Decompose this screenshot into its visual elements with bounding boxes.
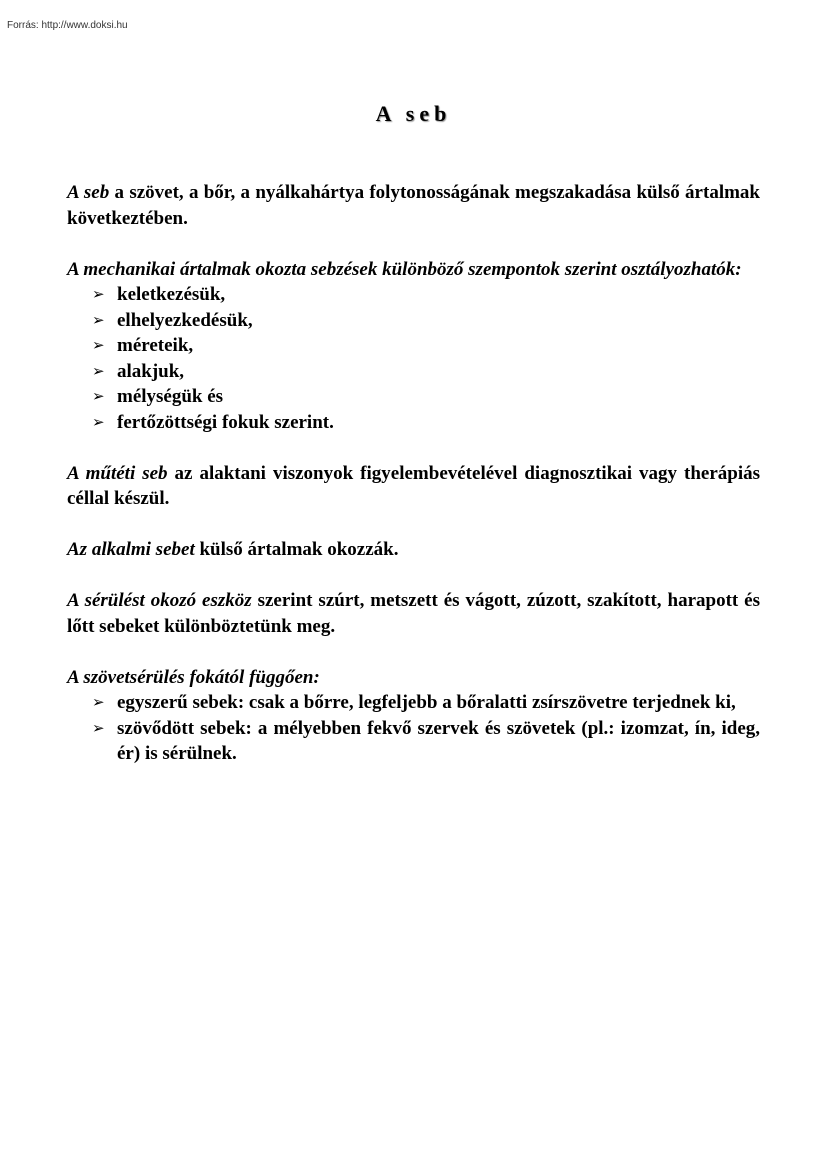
list-item-text: szövődött sebek: a mélyebben fekvő szervek és szövetek (pl.: izomzat, ín, ideg, ér) is sérülnek. (117, 717, 760, 764)
term-seb: A seb (67, 182, 110, 203)
paragraph-injury-tool (67, 588, 760, 639)
document-body (67, 180, 760, 767)
list-item-text: mélységük és (117, 386, 224, 407)
arrow-bullet-icon: ➢ (92, 412, 105, 431)
definition-text: a szövet, a bőr, a nyálkahártya folytonosságának megszakadása külső ártalmak következtében. (67, 182, 760, 229)
list-item (67, 333, 760, 359)
surgical-wound-text: az alaktani viszonyok figyelembevételével diagnosztikai vagy therápiás céllal készül. (67, 462, 761, 509)
paragraph-surgical-wound (67, 461, 760, 512)
accidental-wound-text: külső ártalmak okozzák. (194, 539, 399, 560)
list-item-text: keletkezésük, (117, 284, 226, 305)
arrow-bullet-icon: ➢ (92, 285, 105, 303)
list-item-text: elhelyezkedésük, (117, 309, 253, 331)
arrow-bullet-icon: ➢ (92, 693, 105, 711)
arrow-bullet-icon: ➢ (92, 387, 105, 405)
list-item (67, 384, 760, 410)
arrow-bullet-icon: ➢ (92, 718, 105, 737)
list-item-text: alakjuk, (117, 360, 185, 382)
list-item-text: fertőzöttségi fokuk szerint. (117, 411, 334, 433)
tissue-damage-intro: A szövetsérülés fokától függően: (67, 666, 320, 688)
source-line: Forrás: http://www.doksi.hu (7, 20, 128, 31)
term-accidental-wound: Az alkalmi sebet (67, 539, 195, 560)
paragraph-tissue-damage-intro (67, 665, 760, 691)
paragraph-accidental-wound (67, 537, 760, 563)
list-item-text: egyszerű sebek: csak a bőrre, legfeljebb a bőralatti zsírszövetre terjednek ki, (117, 692, 736, 713)
arrow-bullet-icon: ➢ (92, 336, 105, 354)
page-title: A seb (375, 101, 452, 126)
injury-tool-text: szerint szúrt, metszett és vágott, zúzott, szakított, harapott és lőtt sebeket különböztetünk meg. (67, 590, 760, 637)
arrow-bullet-icon: ➢ (92, 310, 105, 329)
term-injury-tool: A sérülést okozó eszköz (67, 590, 252, 611)
list-item-text: méreteik, (117, 335, 194, 356)
arrow-bullet-icon: ➢ (92, 361, 105, 380)
term-surgical-wound: A műtéti seb (67, 462, 168, 484)
list-item (67, 690, 760, 716)
paragraph-classification-intro (67, 257, 760, 283)
list-item (67, 716, 760, 767)
list-item (67, 308, 760, 334)
tissue-damage-list (67, 690, 760, 767)
classification-list (67, 282, 760, 435)
classification-intro: A mechanikai ártalmak okozta sebzések különböző szempontok szerint osztályozhatók: (67, 258, 742, 280)
paragraph-definition (67, 180, 760, 231)
list-item (67, 410, 760, 436)
list-item (67, 359, 760, 385)
list-item (67, 282, 760, 308)
